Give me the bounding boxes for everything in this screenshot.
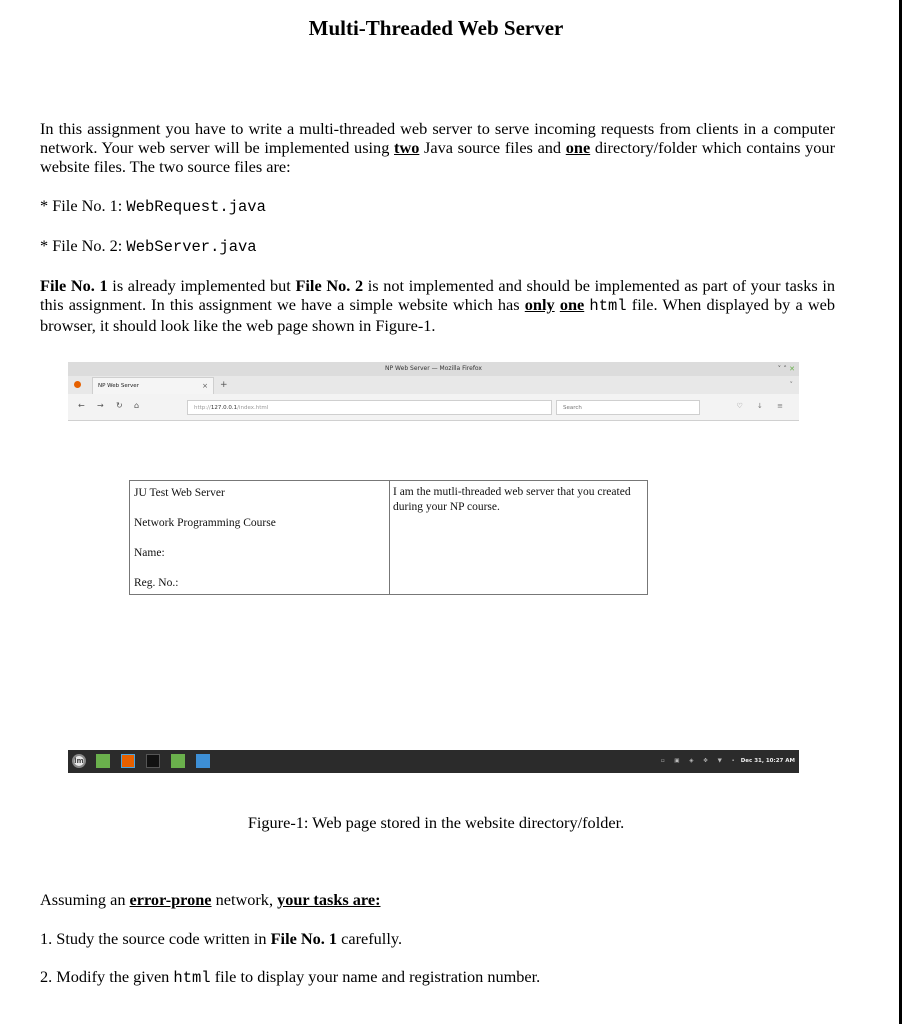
url-bar: http://127.0.0.1/index.html bbox=[187, 400, 552, 415]
system-tray bbox=[661, 750, 795, 773]
tasks-intro: Assuming an error-prone network, your tasks are: bbox=[40, 890, 381, 909]
page-line-name: Name: bbox=[134, 547, 165, 559]
page-line-course: Network Programming Course bbox=[134, 517, 276, 529]
page-right-border bbox=[899, 0, 902, 1024]
page-line-title: JU Test Web Server bbox=[134, 487, 225, 499]
window-close-icon: ✕ bbox=[789, 365, 795, 373]
tray-datetime: Dec 31, 10:27 AM bbox=[740, 758, 795, 764]
description-paragraph: File No. 1 is already implemented but File No. 2 is not implemented and should be implemented as part of your tasks in this assignment. In this assignment we have a simple website which has only one html file. When displayed by a web browser, it should look like the web page shown in Figure-1. bbox=[40, 276, 836, 335]
intro-paragraph: In this assignment you have to write a multi-threaded web server to serve incoming requests from clients in a computer network. Your web server will be implemented using two Java source files and one directory/folder which contains your website files. The two source files are: bbox=[40, 119, 835, 176]
new-tab-icon: + bbox=[220, 380, 228, 390]
text-editor-icon bbox=[196, 754, 210, 768]
mint-menu-icon: lm bbox=[72, 754, 86, 768]
page-table bbox=[129, 480, 648, 595]
tray-icons: ▫ ▣ ◈ ✥ ▼ • bbox=[660, 758, 739, 764]
tab-close-icon: × bbox=[202, 382, 208, 390]
window-controls: ˅ ˄ ✕ bbox=[777, 365, 795, 373]
task-item-1: 1. Study the source code written in File No. 1 carefully. bbox=[40, 929, 403, 948]
window-titlebar: NP Web Server — Mozilla Firefox bbox=[68, 362, 799, 376]
tab-menu-icon: ˅ bbox=[789, 381, 793, 389]
firefox-taskbar-icon bbox=[121, 754, 135, 768]
page-table-left-column bbox=[130, 481, 390, 594]
file1-name: WebRequest.java bbox=[126, 198, 266, 216]
search-box: Search bbox=[556, 400, 700, 415]
reload-icon: ↻ bbox=[116, 401, 123, 410]
file1-line: * File No. 1: WebRequest.java bbox=[40, 196, 266, 216]
file2-name: WebServer.java bbox=[126, 238, 257, 256]
task-item-2: 2. Modify the given html file to display your name and registration number. bbox=[40, 967, 541, 987]
browser-tab: NP Web Server × bbox=[92, 377, 214, 394]
figure-caption: Figure-1: Web page stored in the website directory/folder. bbox=[247, 813, 625, 832]
page-table-right-text: I am the mutli-threaded web server that you created during your NP course. bbox=[393, 486, 631, 513]
folder-icon bbox=[96, 754, 110, 768]
firefox-icon bbox=[74, 381, 81, 388]
terminal-icon bbox=[146, 754, 160, 768]
home-icon: ⌂ bbox=[134, 401, 140, 410]
forward-icon: → bbox=[97, 401, 104, 410]
page-line-regno: Reg. No.: bbox=[134, 577, 179, 589]
file2-line: * File No. 2: WebServer.java bbox=[40, 236, 257, 256]
back-icon: ← bbox=[78, 401, 85, 410]
page-title: Multi-Threaded Web Server bbox=[308, 16, 564, 40]
figure-1-screenshot bbox=[68, 362, 799, 773]
files-icon bbox=[171, 754, 185, 768]
toolbar-icons: ♡ ↓ ≡ bbox=[736, 402, 789, 410]
